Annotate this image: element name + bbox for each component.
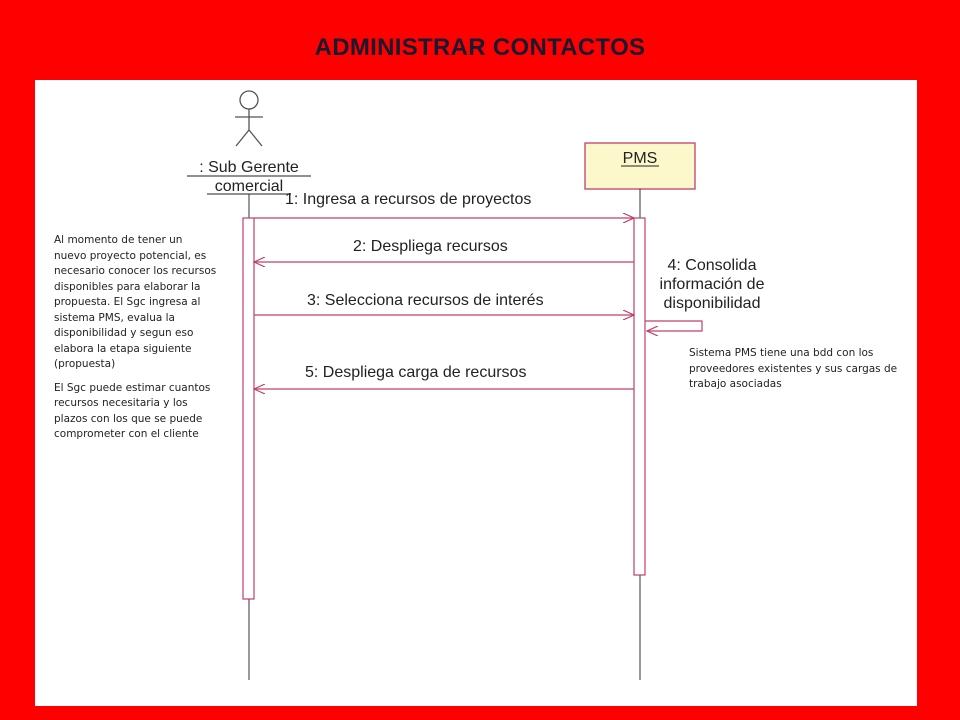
- slide-title: ADMINISTRAR CONTACTOS: [314, 34, 646, 61]
- message-4-self-arrow: [645, 321, 702, 331]
- message-4-label-line1: 4: Consolida: [667, 257, 757, 274]
- message-3-label: 3: Selecciona recursos de interés: [307, 292, 544, 309]
- message-4-label-line3: disponibilidad: [663, 295, 761, 312]
- actor-activation-bar: [243, 218, 254, 599]
- right-note-line: Sistema PMS tiene una bdd con los: [689, 347, 874, 359]
- left-note-line: necesario conocer los recursos: [54, 265, 217, 277]
- left-note-line: recursos necesitaria y los: [54, 397, 188, 409]
- actor-name-line1: : Sub Gerente: [199, 159, 299, 176]
- left-note-line: El Sgc puede estimar cuantos: [54, 381, 211, 394]
- message-2-label: 2: Despliega recursos: [353, 238, 508, 255]
- right-note: [689, 346, 909, 393]
- left-note-line: (propuesta): [54, 358, 116, 370]
- sequence-diagram: [35, 80, 917, 706]
- left-note-line: Al momento de tener un: [54, 234, 183, 246]
- left-note-line: sistema PMS, evalua la: [54, 311, 175, 324]
- actor-icon: [235, 91, 263, 146]
- message-5-label: 5: Despliega carga de recursos: [305, 364, 527, 381]
- left-note-line: elabora la etapa siguiente: [54, 342, 192, 355]
- pms-label: PMS: [622, 150, 658, 167]
- left-note-line: disponibilidad y segun eso: [54, 327, 194, 339]
- pms-activation-bar: [634, 218, 645, 575]
- message-1-label: 1: Ingresa a recursos de proyectos: [285, 191, 532, 208]
- left-note-line: comprometer con el cliente: [54, 428, 199, 440]
- message-4-label-line2: información de: [659, 276, 765, 293]
- left-note-line: nuevo proyecto potencial, es: [54, 249, 207, 262]
- left-note-line: disponibles para elaborar la: [54, 280, 201, 293]
- left-note: [54, 233, 234, 443]
- right-note-line: trabajo asociadas: [689, 378, 782, 390]
- right-note-line: proveedores existentes y sus cargas de: [689, 362, 898, 375]
- left-note-line: plazos con los que se puede: [54, 412, 203, 425]
- actor-name-line2: comercial: [214, 178, 284, 195]
- left-note-line: propuesta. El Sgc ingresa al: [54, 296, 201, 308]
